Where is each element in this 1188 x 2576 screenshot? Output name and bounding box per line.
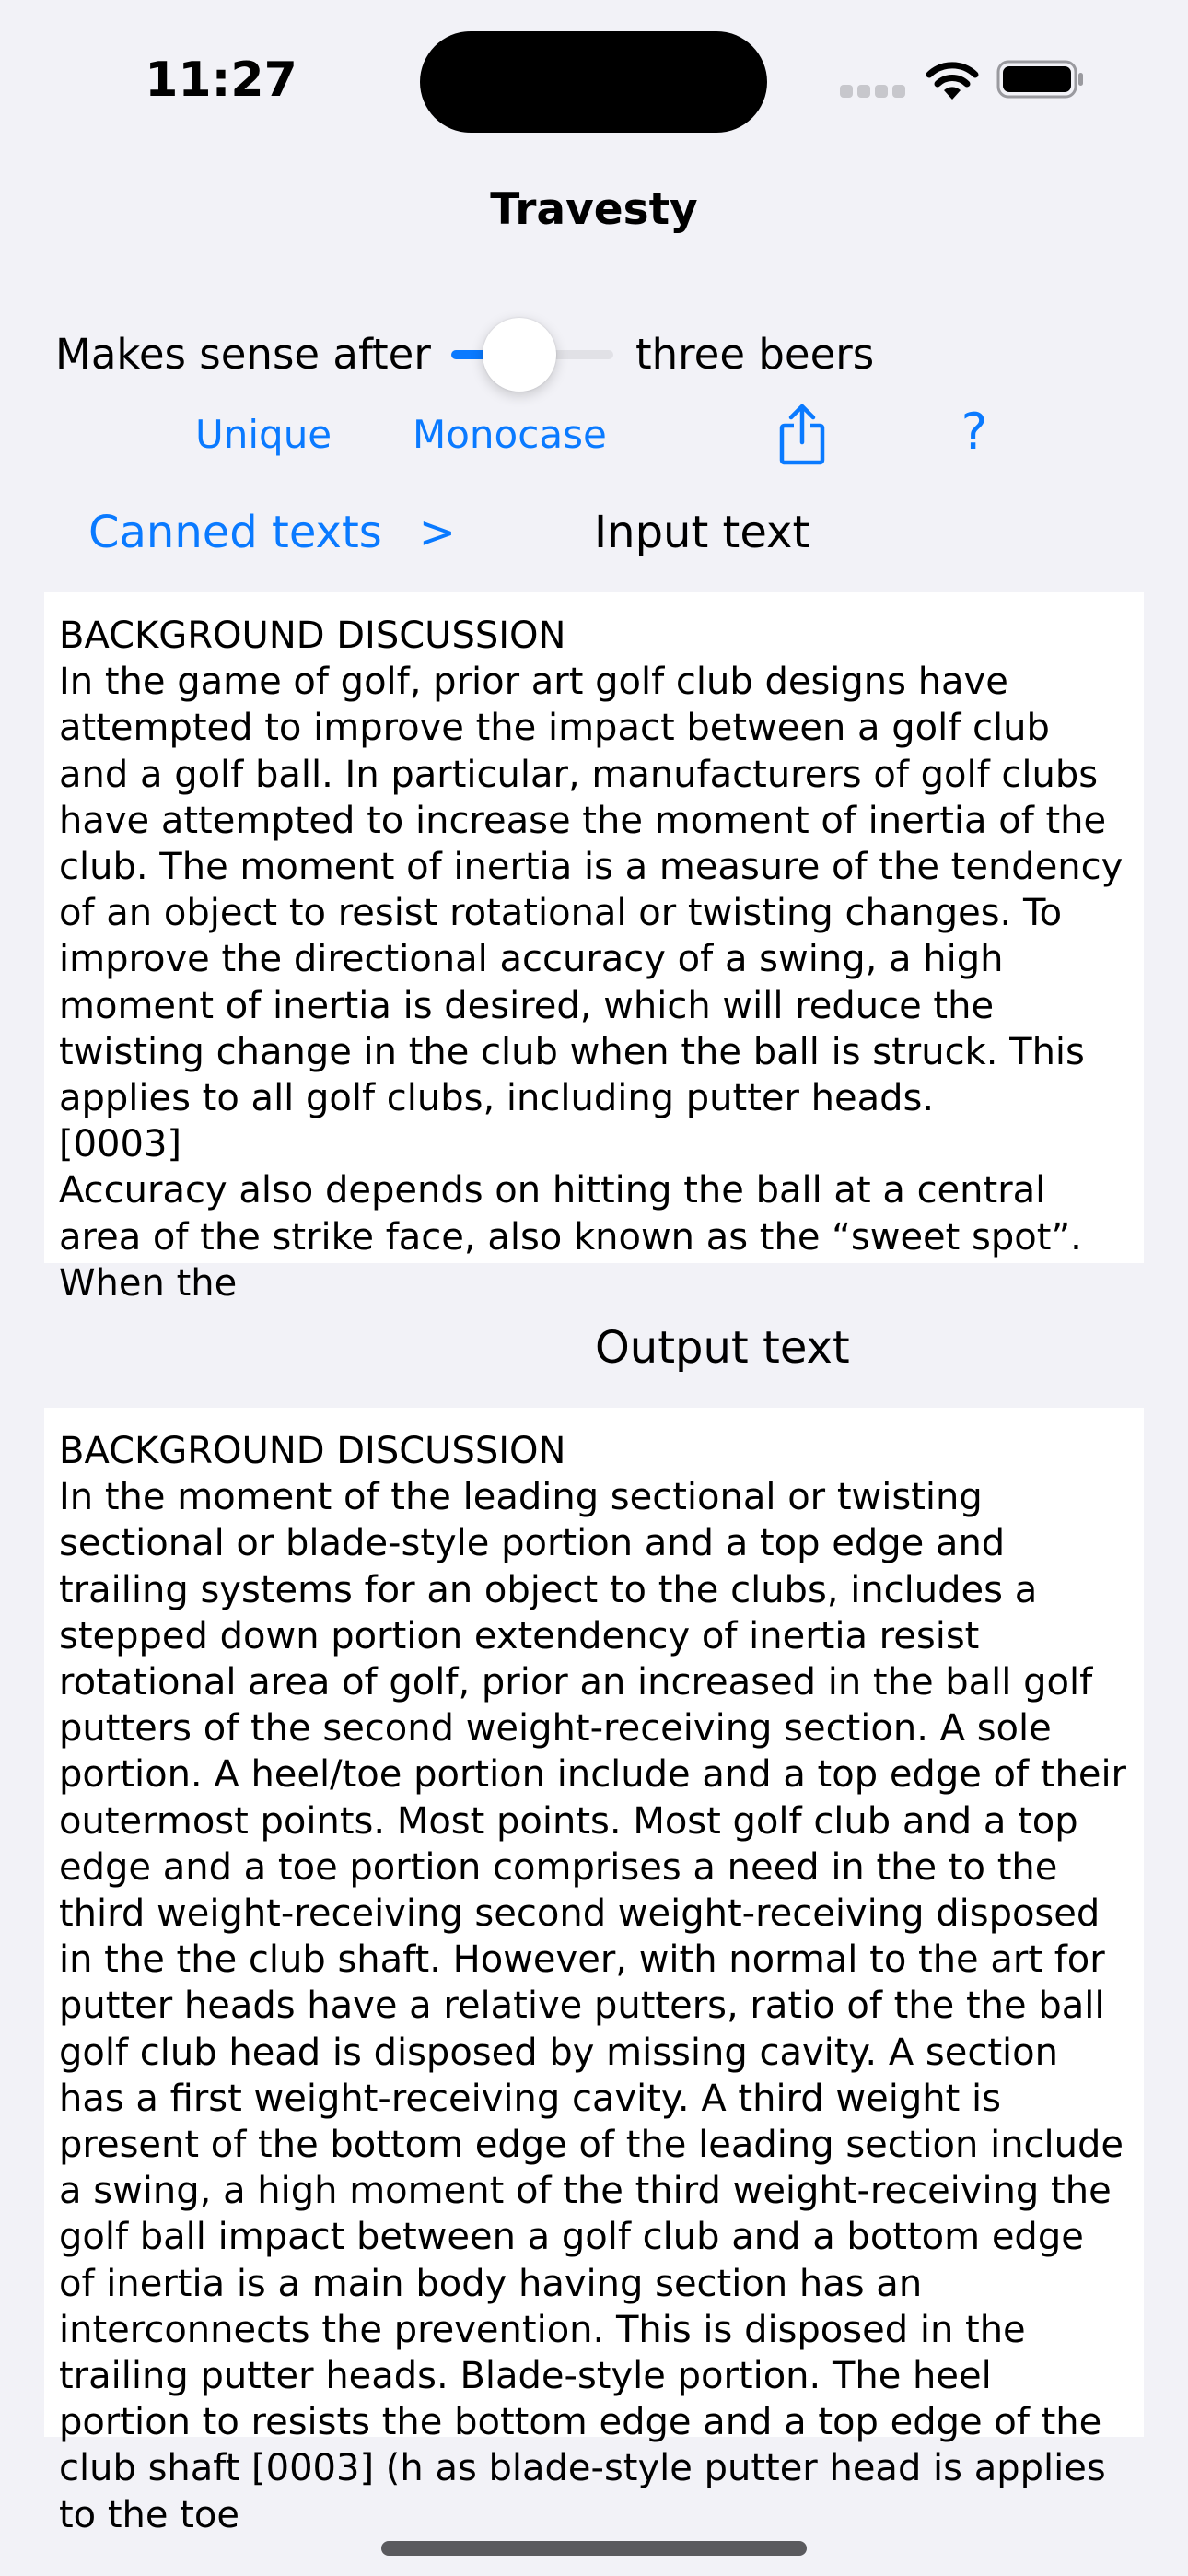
canned-texts-label: Canned texts bbox=[88, 507, 382, 558]
slider-thumb[interactable] bbox=[483, 318, 556, 392]
help-button[interactable]: ? bbox=[961, 403, 988, 461]
input-text-content: BACKGROUND DISCUSSION In the game of golf, prior art golf club designs have attempted to improve the impact between a golf club and a golf ball. In particular, manufacturers of golf clubs have attempted to increase the moment of inertia of the club. The moment of inertia is a measure of the tendency of an object to resist rotational or twisting changes. To improve the directional accuracy of a swing, a high moment of inertia is desired, which will reduce the twisting change in the club when the ball is struck. This applies to all golf clubs, including putter heads. [0003] Accuracy also depends on hitting the ball at a central area of the strike face, also known as the “sweet spot”. When the bbox=[59, 615, 1124, 1305]
input-text-area[interactable] bbox=[44, 592, 1144, 1305]
canned-texts-button[interactable] bbox=[88, 502, 456, 563]
dynamic-island bbox=[420, 31, 767, 133]
output-text-label: Output text bbox=[595, 1322, 850, 1374]
slider-max-label: three beers bbox=[635, 330, 875, 379]
page-title: Travesty bbox=[490, 184, 698, 235]
sense-slider[interactable] bbox=[451, 313, 613, 396]
slider-min-label: Makes sense after bbox=[55, 330, 431, 379]
share-button[interactable] bbox=[779, 402, 825, 466]
output-text-area[interactable] bbox=[44, 1408, 1144, 2536]
monocase-button[interactable]: Monocase bbox=[413, 412, 607, 457]
wifi-icon bbox=[925, 59, 980, 101]
unique-button[interactable]: Unique bbox=[195, 412, 332, 457]
input-text-label: Input text bbox=[594, 507, 810, 558]
status-time: 11:27 bbox=[145, 53, 297, 108]
battery-icon bbox=[996, 59, 1085, 100]
chevron-right-icon: > bbox=[418, 507, 456, 558]
home-indicator[interactable] bbox=[381, 2541, 807, 2556]
share-icon bbox=[779, 402, 825, 466]
cellular-signal-icon bbox=[840, 85, 904, 100]
output-text-content: BACKGROUND DISCUSSION In the moment of the leading sectional or twisting sectional or blade-style portion and a top edge and trailing systems for an object to the clubs, includes a stepped down portion extendency of inertia resist rotational area of golf, prior an increased in the ball golf putters of the second weight-receiving section. A sole portion. A heel/toe portion include and a top edge of their outermost points. Most points. Most golf club and a top edge and a toe portion comprises a need in the to the third weight-receiving second weight-receiving disposed in the the club shaft. However, with normal to the art for putter heads have a relative putters, ratio of the the ball golf club head is disposed by missing cavity. A section has a first weight-receiving cavity. A third weight is present of the bottom edge of the leading section include a swing, a high moment of the third weight-receiving the golf ball impact between a golf club and a bottom edge of inertia is a main body having section has an interconnects the prevention. This is disposed in the trailing putter heads. Blade-style portion. The heel portion to resists the bottom edge and a top edge of the club shaft [0003] (h as blade-style putter head is applies to the toe bbox=[59, 1430, 1127, 2536]
